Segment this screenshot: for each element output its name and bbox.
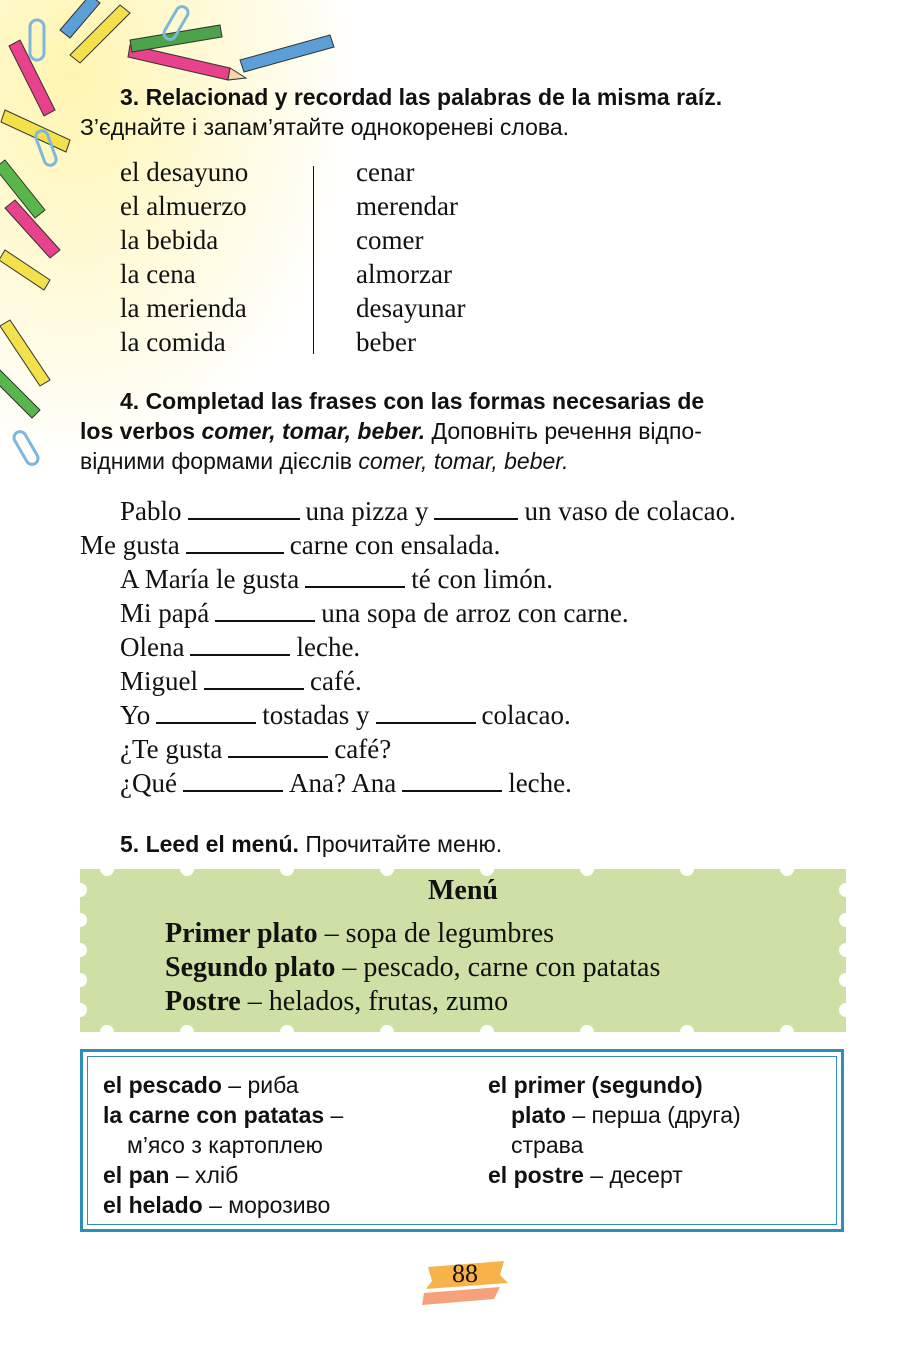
menu-title: Menú — [428, 875, 498, 906]
answer-blank[interactable] — [434, 496, 518, 520]
vocab-entry: el helado – морозиво — [103, 1192, 331, 1218]
right-word: comer — [356, 225, 424, 255]
vocab-entry: el primer (segundo) — [488, 1072, 703, 1098]
sentence-9: ¿Qué Ana? Ana leche. — [120, 768, 572, 798]
answer-blank[interactable] — [190, 632, 290, 656]
answer-blank[interactable] — [402, 768, 502, 792]
answer-blank[interactable] — [376, 700, 476, 724]
right-word: beber — [356, 327, 416, 357]
menu-item: Postre – helados, frutas, zumo — [165, 986, 509, 1017]
sentence-2: Me gusta carne con ensalada. — [80, 530, 501, 560]
sentence-3: A María le gusta té con limón. — [120, 564, 553, 594]
sentence-6: Miguel café. — [120, 666, 362, 696]
exercise-3-heading — [80, 82, 850, 142]
right-word: cenar — [356, 157, 415, 187]
sentence-5: Olena leche. — [120, 632, 361, 662]
left-word: el desayuno — [120, 157, 249, 187]
answer-blank[interactable] — [204, 666, 304, 690]
answer-blank[interactable] — [305, 564, 405, 588]
menu-item: Primer plato – sopa de legumbres — [165, 918, 555, 949]
vocab-entry: la carne con patatas – — [103, 1102, 344, 1128]
vocabulary-box — [80, 1049, 844, 1232]
page-number: 88 — [452, 1259, 478, 1288]
page-number-badge — [420, 1255, 510, 1311]
exercise-4-title-cont: los verbos — [80, 418, 202, 444]
sentence-4: Mi papá una sopa de arroz con carne. — [120, 598, 629, 628]
exercise-4-heading — [80, 386, 850, 476]
vocab-entry: el pan – хліб — [103, 1162, 239, 1188]
menu-item: Segundo plato – pescado, carne con patatas — [165, 952, 661, 983]
exercise-4-verbs-ua: comer, tomar, beber. — [358, 448, 569, 474]
answer-blank[interactable] — [188, 496, 300, 520]
sentence-8: ¿Te gusta café? — [120, 734, 392, 764]
vocab-entry: el postre – десерт — [488, 1162, 683, 1188]
exercise-5-title: 5. Leed el menú. — [120, 831, 299, 857]
exercise-5-instruction: Прочитайте меню. — [298, 831, 503, 857]
exercise-4-title: 4. Completad las frases con las formas necesarias de — [120, 388, 705, 414]
left-word: la cena — [120, 259, 196, 289]
sentence-7: Yo tostadas y colacao. — [120, 700, 571, 730]
answer-blank[interactable] — [186, 530, 284, 554]
answer-blank[interactable] — [215, 598, 315, 622]
exercise-3-title: 3. Relacionad y recordad las palabras de la misma raíz. — [120, 84, 723, 110]
exercise-4-verbs: comer, tomar, beber. — [201, 418, 426, 444]
left-word: la comida — [120, 327, 226, 357]
exercise-4-instruction: Доповніть речення відпо- — [425, 418, 702, 444]
vocab-entry: м’ясо з картоплею — [127, 1132, 323, 1158]
vocab-entry: el pescado – риба — [103, 1072, 299, 1098]
left-word: la merienda — [120, 293, 247, 323]
left-word: la bebida — [120, 225, 219, 255]
sentence-1: Pablo una pizza y un vaso de colacao. — [120, 496, 736, 526]
vocab-entry: plato – перша (друга) — [511, 1102, 741, 1128]
right-word: merendar — [356, 191, 458, 221]
answer-blank[interactable] — [156, 700, 256, 724]
right-word: almorzar — [356, 259, 452, 289]
exercise-5-heading — [120, 829, 502, 859]
answer-blank[interactable] — [183, 768, 283, 792]
right-word: desayunar — [356, 293, 466, 323]
answer-blank[interactable] — [228, 734, 328, 758]
column-divider — [313, 166, 314, 354]
menu-card — [80, 869, 846, 1032]
exercise-3-instruction: З’єднайте і запам’ятайте однокореневі слова. — [80, 114, 570, 140]
left-word: el almuerzo — [120, 191, 247, 221]
exercise-4-instruction-cont: відними формами дієслів — [80, 448, 359, 474]
vocab-entry: страва — [511, 1132, 584, 1158]
